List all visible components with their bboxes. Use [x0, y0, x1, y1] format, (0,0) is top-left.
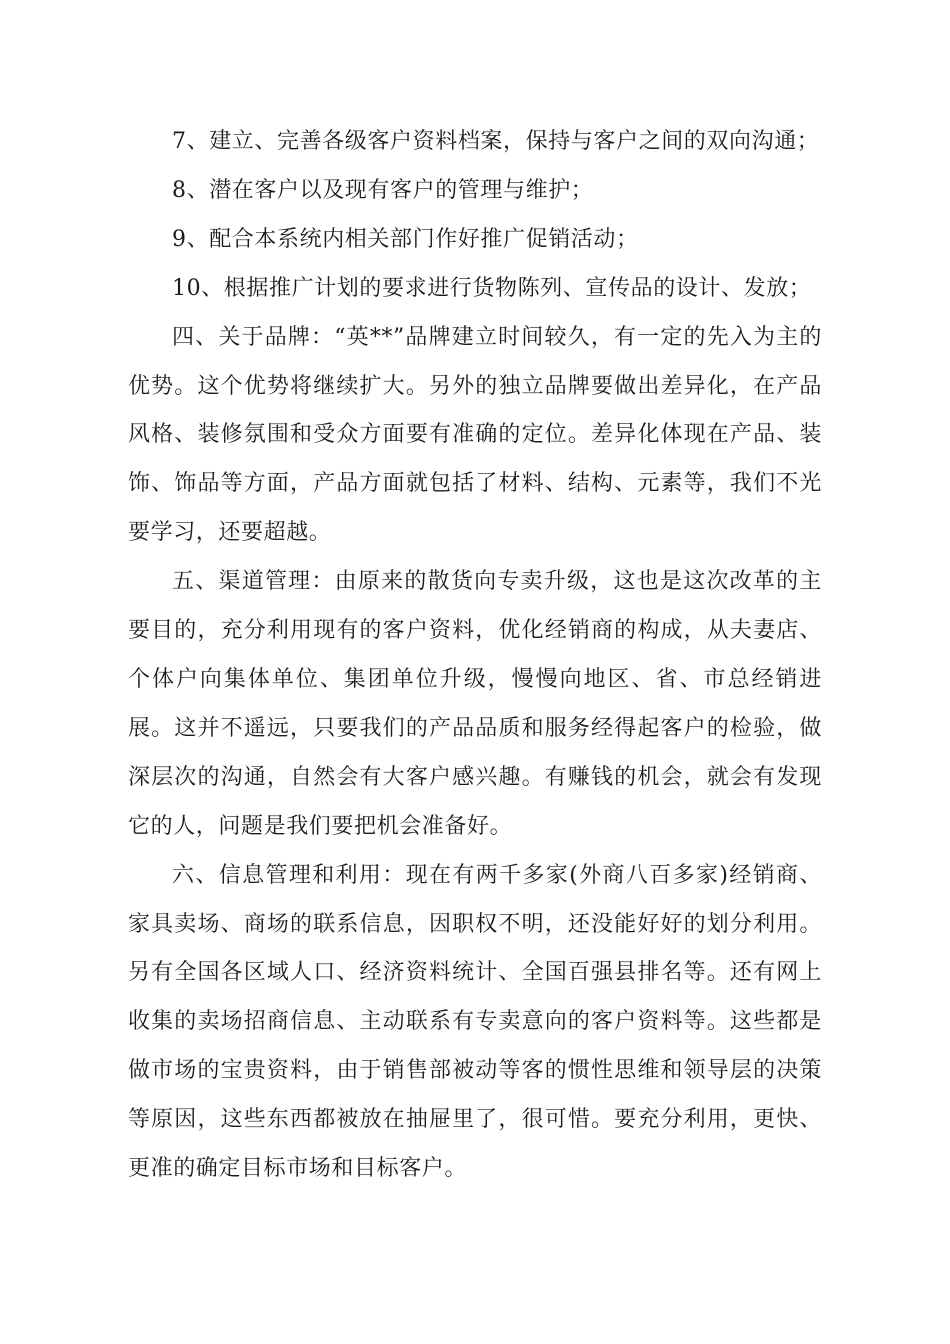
section-information-management: 六、信息管理和利用：现在有两千多家(外商八百多家)经销商、家具卖场、商场的联系信息，因职权不明，还没能好好的划分利用。另有全国各区域人口、经济资料统计、全国百强县排名等。还有网上收集的卖场招商信息、主动联系有专卖意向的客户资料等。这些都是做市场的宝贵资料，由于销售部被动等客的惯性思维和领导层的决策等原因，这些东西都被放在抽屉里了，很可惜。要充分利用，更快、更准的确定目标市场和目标客户。 — [128, 862, 822, 1182]
document-body — [128, 118, 822, 1194]
list-item-7: 7、建立、完善各级客户资料档案，保持与客户之间的双向沟通； — [172, 129, 820, 154]
list-item-9: 9、配合本系统内相关部门作好推广促销活动； — [172, 226, 639, 252]
list-item-8: 8、潜在客户以及现有客户的管理与维护； — [172, 177, 594, 203]
section-channel-management: 五、渠道管理：由原来的散货向专卖升级，这也是这次改革的主要目的，充分利用现有的客户资料，优化经销商的构成，从夫妻店、个体户向集体单位、集团单位升级，慢慢向地区、省、市总经销进展。这并不遥远，只要我们的产品品质和服务经得起客户的检验，做深层次的沟通，自然会有大客户感兴趣。有赚钱的机会，就会有发现它的人，问题是我们要把机会准备好。 — [128, 569, 822, 839]
list-item-10: 10、根据推广计划的要求进行货物陈列、宣传品的设计、发放； — [172, 275, 812, 301]
section-brand: 四、关于品牌：“英**”品牌建立时间较久，有一定的先入为主的优势。这个优势将继续扩大。另外的独立品牌要做出差异化，在产品风格、装修氛围和受众方面要有准确的定位。差异化体现在产品、装饰、饰品等方面，产品方面就包括了材料、结构、元素等，我们不光要学习，还要超越。 — [128, 324, 822, 546]
